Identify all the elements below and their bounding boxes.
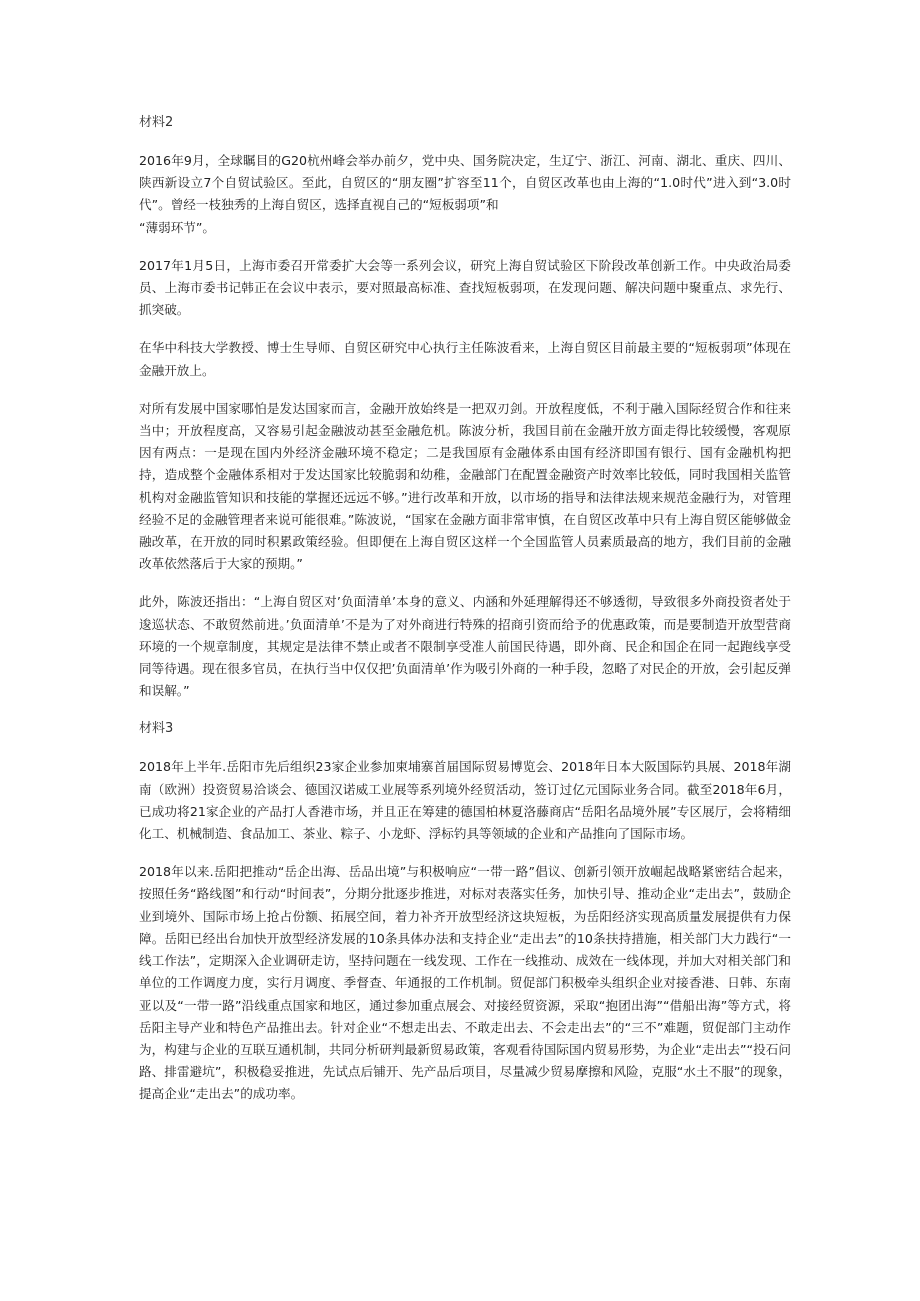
material-2-paragraph-5: 此外，陈波还指出：“上海自贸区对’负面清单’本身的意义、内涵和外延理解得还不够透彻，导致很多外商投资者处于逡巡状态、不敢贸然前进。’负面清单’不是为了对外商进行特殊的招商引资而给予的优惠政策，而是要制造开放型营商环境的一个规章制度，其规定是法律不禁止或者不限制享受准人前国民待遇，即外商、民企和国企在同一起跑线享受同等待遇。现在很多官员，在执行当中仅仅把’负面清单’作为吸引外商的一种手段，忽略了对民企的开放，会引起反弹和误解。”: [139, 594, 791, 699]
material-3-paragraph-1: 2018年上半年.岳阳市先后组织23家企业参加柬埔寨首届国际贸易博览会、2018年日本大阪国际钓具展、2018年湖南（欧洲）投资贸易洽谈会、德国汉诺威工业展等系列境外经贸活动，签订过亿元国际业务合同。截至2018年6月，已成功将21家企业的产品打人香港市场，并且正在筹建的德国柏林夏洛藤商店“岳阳名品境外展”专区展厅，会将精细化工、机械制造、食品加工、茶业、粽子、小龙虾、浮标钓具等领域的企业和产品推向了国际市场。: [139, 759, 791, 842]
material-2-paragraph-1-text: 2016年9月，全球瞩目的G20杭州峰会举办前夕，党中央、国务院决定，生辽宁、浙江、河南、湖北、重庆、四川、陕西新设立7个自贸试验区。至此，自贸区的“朋友圈”扩容至11个，自贸区改革也由上海的“1.0时代”进入到“3.0时代”。曾经一枝独秀的上海自贸区，选择直视自己的“短板弱项”和: [139, 153, 791, 213]
material-2-paragraph-3: 在华中科技大学教授、博士生导师、自贸区研究中心执行主任陈波看来，上海自贸区目前最主要的“短板弱项”体现在金融开放上。: [139, 340, 791, 378]
material-2-paragraph-2: 2017年1月5日，上海市委召开常委扩大会等一系列会议，研究上海自贸试验区下阶段改革创新工作。中央政治局委员、上海市委书记韩正在会议中表示，要对照最高标准、查找短板弱项，在发现问题、解决问题中聚重点、求先行、抓突破。: [139, 257, 791, 318]
material-2-heading: 材料2: [139, 115, 174, 130]
material-3-paragraph-2: 2018年以来.岳阳把推动“岳企出海、岳品出境”与积极响应“一带一路”倡议、创新引领开放崛起战略紧密结合起来，按照任务“路线图”和行动“时间表”，分期分批逐步推进，对标对表落实任务，加快引导、推动企业“走出去”，鼓励企业到境外、国际市场上抢占份额、拓展空间，着力补齐开放型经济这块短板，为岳阳经济实现高质量发展提供有力保障。岳阳已经出台加快开放型经济发展的10条具体办法和支持企业“走出去”的10条扶持措施，相关部门大力践行“一线工作法”，定期深入企业调研走访，坚持问题在一线发现、工作在一线推动、成效在一线体现，并加大对相关部门和单位的工作调度力度，实行月调度、季督查、年通报的工作机制。贸促部门积极牵头组织企业对接香港、日韩、东南亚以及“一带一路”沿线重点国家和地区，通过参加重点展会、对接经贸资源，采取“抱团出海”“借船出海”等方式，将岳阳主导产业和特色产品推出去。针对企业“不想走出去、不敢走出去、不会走出去”的“三不”难题，贸促部门主动作为，构建与企业的互联互通机制，共同分析研判最新贸易政策，客观看待国际国内贸易形势，为企业“走出去”“投石问路、排雷避坑”，积极稳妥推进，先试点后铺开、先产品后项目，尽量减少贸易摩擦和风险，克服“水土不服”的现象，提高企业“走出去”的成功率。: [139, 864, 791, 1102]
material-2-paragraph-1: [139, 150, 791, 239]
material-2-paragraph-4: 对所有发展中国家哪怕是发达国家而言，金融开放始终是一把双刃剑。开放程度低，不利于融入国际经贸合作和往来当中；开放程度高，又容易引起金融波动甚至金融危机。陈波分析，我国目前在金融开放方面走得比较缓慢，客观原因有两点：一是现在国内外经济金融环境不稳定；二是我国原有金融体系由国有经济即国有银行、国有金融机构把持，造成整个金融体系相对于发达国家比较脆弱和幼稚，金融部门在配置金融资产时效率比较低，同时我国相关监管机构对金融监管知识和技能的掌握还远远不够。”进行改革和开放，以市场的指导和法律法规来规范金融行为，对管理经验不足的金融管理者来说可能很难。”陈波说，“国家在金融方面非常审慎，在自贸区改革中只有上海自贸区能够做金融改革，在开放的同时积累政策经验。但即便在上海自贸区这样一个全国监管人员素质最高的地方，我们目前的金融改革依然落后于大家的预期。”: [139, 400, 791, 572]
document-page: [139, 112, 791, 1122]
material-3-heading: 材料3: [139, 721, 174, 737]
material-2-paragraph-1-end: “薄弱环节”。: [139, 219, 216, 235]
